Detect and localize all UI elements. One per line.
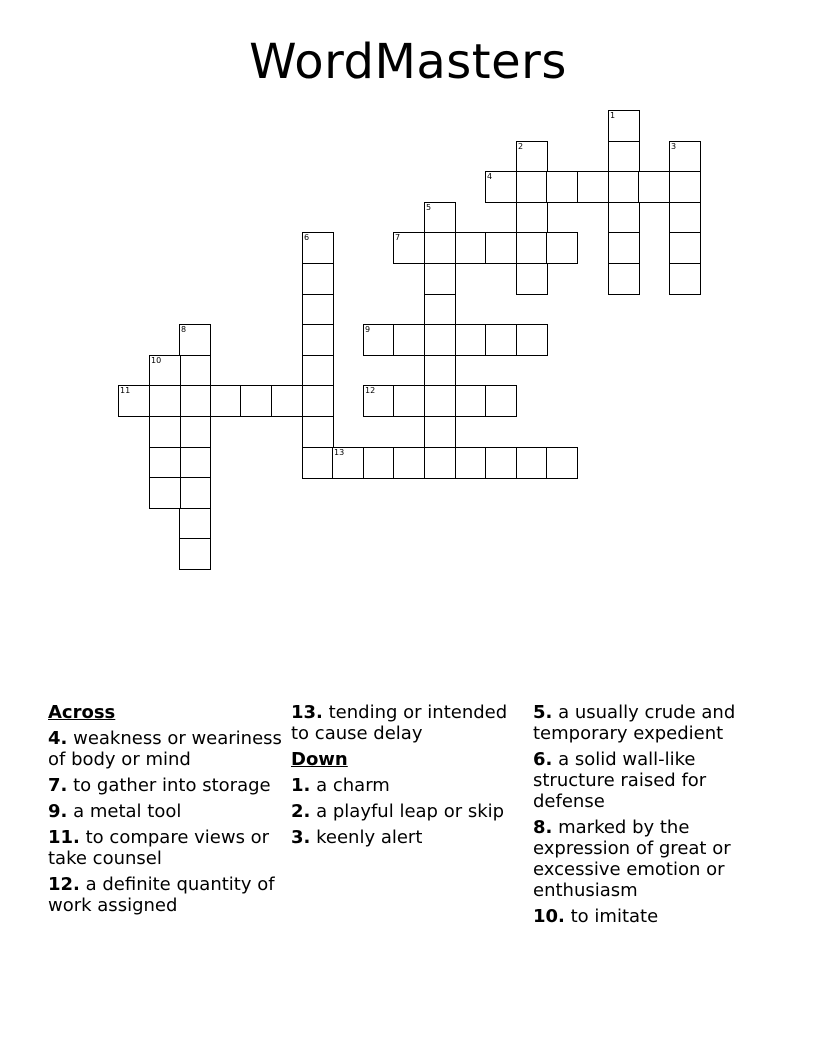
grid-cell[interactable] xyxy=(424,324,456,356)
clue-text: a playful leap or skip xyxy=(316,801,505,822)
grid-cell[interactable] xyxy=(302,416,334,448)
grid-cell[interactable] xyxy=(393,447,425,479)
clue-text: a definite quantity of work assigned xyxy=(48,874,275,916)
cell-number: 6 xyxy=(304,233,310,242)
clue-number: 8. xyxy=(533,817,553,838)
grid-cell[interactable] xyxy=(302,385,334,417)
clue-text: to imitate xyxy=(570,906,659,927)
cell-number: 13 xyxy=(334,448,345,457)
grid-cell[interactable] xyxy=(546,232,578,264)
grid-cell-4[interactable] xyxy=(485,171,517,203)
puzzle-title: WordMasters xyxy=(249,34,567,90)
across-heading: Across xyxy=(48,702,116,723)
grid-cell-2[interactable] xyxy=(516,141,548,173)
clue-number: 9. xyxy=(48,801,68,822)
down-clue-10 xyxy=(533,906,768,927)
clue-number: 7. xyxy=(48,775,68,796)
grid-cell-1[interactable] xyxy=(608,110,640,142)
grid-cell[interactable] xyxy=(179,508,211,540)
grid-cell[interactable] xyxy=(393,385,425,417)
across-clue-7 xyxy=(48,775,283,796)
grid-cell[interactable] xyxy=(669,263,701,295)
grid-cell[interactable] xyxy=(608,232,640,264)
down-clue-1 xyxy=(291,775,526,796)
down-clue-5 xyxy=(533,702,768,744)
grid-cell[interactable] xyxy=(455,232,487,264)
grid-cell[interactable] xyxy=(485,232,517,264)
grid-cell[interactable] xyxy=(424,416,456,448)
grid-cell-8[interactable] xyxy=(179,324,211,356)
clue-number: 4. xyxy=(48,728,68,749)
cell-number: 4 xyxy=(487,172,493,181)
grid-cell[interactable] xyxy=(455,447,487,479)
grid-cell[interactable] xyxy=(149,447,181,479)
down-heading: Down xyxy=(291,749,348,770)
cell-number: 7 xyxy=(395,233,401,242)
clue-number: 2. xyxy=(291,801,311,822)
clue-text: a metal tool xyxy=(73,801,182,822)
grid-cell[interactable] xyxy=(516,447,548,479)
grid-cell[interactable] xyxy=(608,171,640,203)
grid-cell[interactable] xyxy=(608,141,640,173)
grid-cell[interactable] xyxy=(455,324,487,356)
down-clue-8 xyxy=(533,817,768,901)
grid-cell[interactable] xyxy=(546,447,578,479)
grid-cell[interactable] xyxy=(271,385,303,417)
grid-cell[interactable] xyxy=(608,263,640,295)
grid-cell-9[interactable] xyxy=(363,324,395,356)
grid-cell[interactable] xyxy=(424,232,456,264)
grid-cell[interactable] xyxy=(577,171,609,203)
grid-cell[interactable] xyxy=(669,202,701,234)
grid-cell-7[interactable] xyxy=(393,232,425,264)
cell-number: 1 xyxy=(610,111,616,120)
cell-number: 12 xyxy=(365,386,376,395)
grid-cell[interactable] xyxy=(179,355,211,387)
grid-cell[interactable] xyxy=(424,263,456,295)
grid-cell[interactable] xyxy=(455,385,487,417)
cell-number: 9 xyxy=(365,325,371,334)
grid-cell[interactable] xyxy=(516,171,548,203)
grid-cell[interactable] xyxy=(302,355,334,387)
grid-cell[interactable] xyxy=(179,477,211,509)
cell-number: 8 xyxy=(181,325,187,334)
across-clue-9 xyxy=(48,801,283,822)
grid-cell[interactable] xyxy=(424,355,456,387)
down-clue-2 xyxy=(291,801,526,822)
clue-text: marked by the expression of great or excessive emotion or enthusiasm xyxy=(533,817,731,901)
grid-cell[interactable] xyxy=(363,447,395,479)
cell-number: 5 xyxy=(426,203,432,212)
cell-number: 2 xyxy=(518,142,524,151)
grid-cell[interactable] xyxy=(302,263,334,295)
across-clue-11 xyxy=(48,827,283,869)
clue-column-3 xyxy=(533,702,768,932)
grid-cell-6[interactable] xyxy=(302,232,334,264)
clue-text: keenly alert xyxy=(316,827,423,848)
clue-text: weakness or weariness of body or mind xyxy=(48,728,282,770)
grid-cell[interactable] xyxy=(608,202,640,234)
grid-cell[interactable] xyxy=(302,324,334,356)
grid-cell-10[interactable] xyxy=(149,355,181,387)
grid-cell[interactable] xyxy=(485,385,517,417)
grid-cell[interactable] xyxy=(179,447,211,479)
clue-text: tending or intended to cause delay xyxy=(291,702,508,744)
clue-number: 3. xyxy=(291,827,311,848)
grid-cell[interactable] xyxy=(546,171,578,203)
grid-cell[interactable] xyxy=(516,202,548,234)
grid-cell[interactable] xyxy=(179,538,211,570)
grid-cell[interactable] xyxy=(424,385,456,417)
grid-cell[interactable] xyxy=(179,385,211,417)
grid-cell[interactable] xyxy=(424,294,456,326)
grid-cell-3[interactable] xyxy=(669,141,701,173)
clue-number: 13. xyxy=(291,702,323,723)
grid-cell-13[interactable] xyxy=(332,447,364,479)
grid-cell[interactable] xyxy=(485,324,517,356)
grid-cell[interactable] xyxy=(149,416,181,448)
grid-cell[interactable] xyxy=(638,171,670,203)
grid-cell[interactable] xyxy=(516,263,548,295)
clue-text: a usually crude and temporary expedient xyxy=(533,702,736,744)
grid-cell[interactable] xyxy=(516,324,548,356)
grid-cell[interactable] xyxy=(485,447,517,479)
grid-cell[interactable] xyxy=(210,385,242,417)
across-clue-4 xyxy=(48,728,283,770)
clue-number: 10. xyxy=(533,906,565,927)
clue-number: 1. xyxy=(291,775,311,796)
across-clue-13 xyxy=(291,702,526,744)
grid-cell[interactable] xyxy=(240,385,272,417)
clue-text: to compare views or take counsel xyxy=(48,827,270,869)
clue-column-2 xyxy=(291,702,526,853)
clue-text: to gather into storage xyxy=(73,775,271,796)
grid-cell[interactable] xyxy=(669,171,701,203)
grid-cell-12[interactable] xyxy=(363,385,395,417)
grid-cell[interactable] xyxy=(669,232,701,264)
grid-cell[interactable] xyxy=(302,294,334,326)
grid-cell[interactable] xyxy=(424,447,456,479)
clue-number: 6. xyxy=(533,749,553,770)
cell-number: 11 xyxy=(120,386,131,395)
clue-number: 12. xyxy=(48,874,80,895)
grid-cell[interactable] xyxy=(149,477,181,509)
grid-cell-11[interactable] xyxy=(118,385,150,417)
clue-number: 11. xyxy=(48,827,80,848)
clue-column-1 xyxy=(48,702,283,921)
grid-cell[interactable] xyxy=(302,447,334,479)
across-clue-12 xyxy=(48,874,283,916)
grid-cell-5[interactable] xyxy=(424,202,456,234)
grid-cell[interactable] xyxy=(149,385,181,417)
clue-number: 5. xyxy=(533,702,553,723)
grid-cell[interactable] xyxy=(179,416,211,448)
grid-cell[interactable] xyxy=(516,232,548,264)
down-clue-6 xyxy=(533,749,768,812)
cell-number: 10 xyxy=(151,356,162,365)
clue-text: a solid wall-like structure raised for defense xyxy=(533,749,707,812)
grid-cell[interactable] xyxy=(393,324,425,356)
cell-number: 3 xyxy=(671,142,677,151)
down-clue-3 xyxy=(291,827,526,848)
clue-text: a charm xyxy=(316,775,390,796)
